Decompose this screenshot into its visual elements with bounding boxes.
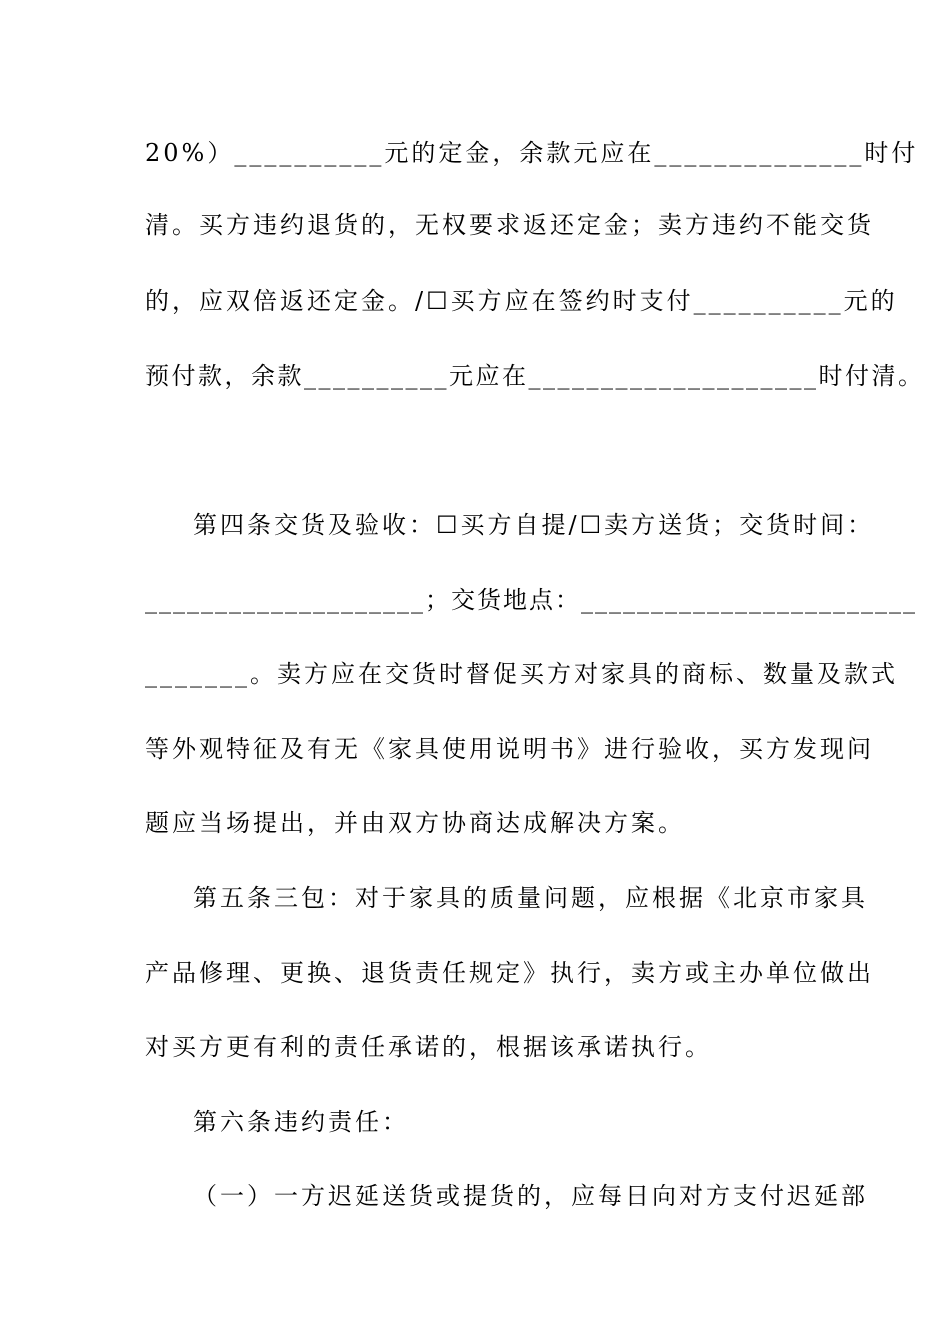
text-line: （一）一方迟延送货或提货的，应每日向对方支付迟延部 [193, 1182, 868, 1210]
text-line: ____________________；交货地点：________________________ [145, 586, 917, 614]
text-line: 的，应双倍返还定金。/☐买方应在签约时支付__________元的 [145, 287, 898, 315]
text-line: 产品修理、更换、退货责任规定》执行，卖方或主办单位做出 [145, 959, 874, 987]
text-line: 题应当场提出，并由双方协商达成解决方案。 [145, 809, 685, 837]
article-4-heading: 第四条交货及验收：☐买方自提/☐卖方送货；交货时间： [193, 511, 875, 539]
article-5-heading: 第五条三包：对于家具的质量问题，应根据《北京市家具 [193, 884, 868, 912]
text-line: 20%）__________元的定金，余款元应在______________时付 [145, 139, 919, 167]
text-line: _______。卖方应在交货时督促买方对家具的商标、数量及款式 [145, 660, 898, 688]
text-line: 等外观特征及有无《家具使用说明书》进行验收，买方发现问 [145, 735, 874, 763]
text-line: 预付款，余款__________元应在____________________时付清。 [145, 362, 925, 390]
article-6-heading: 第六条违约责任： [193, 1108, 409, 1136]
text-line: 对买方更有利的责任承诺的，根据该承诺执行。 [145, 1033, 712, 1061]
text-line: 清。买方违约退货的，无权要求返还定金；卖方违约不能交货 [145, 211, 874, 239]
